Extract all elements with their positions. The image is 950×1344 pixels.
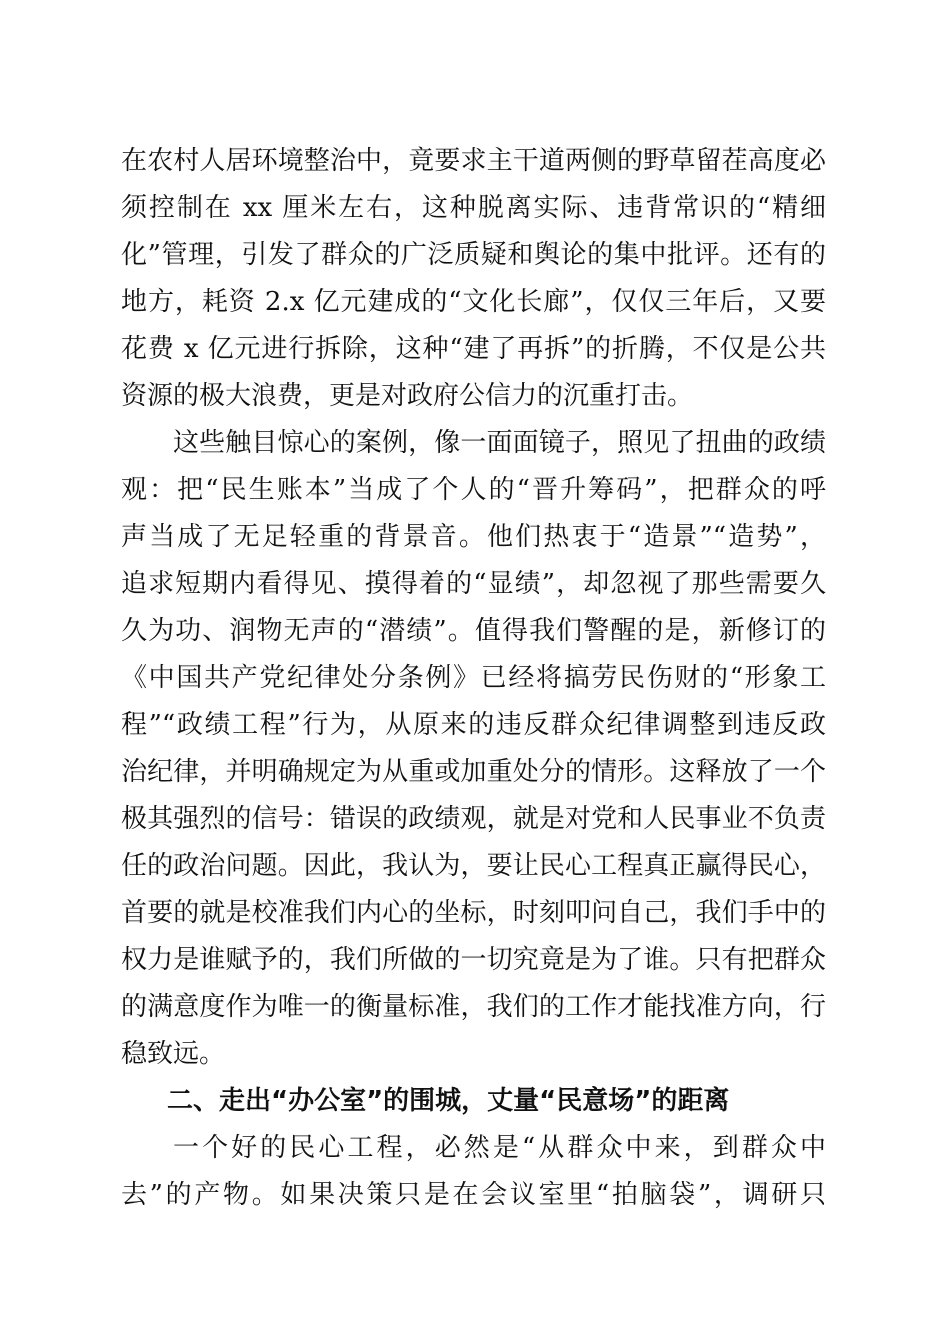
text-line: 程”“政绩工程”行为，从原来的违反群众纪律调整到违反政: [121, 710, 826, 740]
text-line: 化”管理，引发了群众的广泛质疑和舆论的集中批评。还有的: [121, 240, 826, 270]
document-body: [121, 138, 826, 1219]
text-line: 花费 x 亿元进行拆除，这种“建了再拆”的折腾，不仅是公共: [121, 334, 826, 364]
paragraph: [121, 420, 826, 1078]
paragraph: [121, 138, 826, 420]
text-line: 权力是谁赋予的，我们所做的一切究竟是为了谁。只有把群众: [121, 945, 826, 975]
text-line: 首要的就是校准我们内心的坐标，时刻叩问自己，我们手中的: [121, 898, 826, 928]
text-line: 观：把“民生账本”当成了个人的“晋升筹码”，把群众的呼: [121, 475, 826, 505]
text-line: 声当成了无足轻重的背景音。他们热衷于“造景”“造势”，: [121, 522, 826, 552]
text-line: 极其强烈的信号：错误的政绩观，就是对党和人民事业不负责: [121, 804, 826, 834]
text-line: 地方，耗资 2.x 亿元建成的“文化长廊”，仅仅三年后，又要: [121, 287, 826, 317]
paragraph: [121, 1125, 826, 1219]
text-line: 须控制在 xx 厘米左右，这种脱离实际、违背常识的“精细: [121, 193, 826, 223]
text-line: 稳致远。: [121, 1039, 226, 1069]
heading-text: 二、走出“办公室”的围城，丈量“民意场”的距离: [167, 1086, 730, 1116]
text-line: 资源的极大浪费，更是对政府公信力的沉重打击。: [121, 381, 694, 411]
text-line: 的满意度作为唯一的衡量标准，我们的工作才能找准方向，行: [121, 992, 826, 1022]
text-line: 这些触目惊心的案例，像一面面镜子，照见了扭曲的政绩: [173, 428, 826, 458]
text-line: 治纪律，并明确规定为从重或加重处分的情形。这释放了一个: [121, 757, 826, 787]
text-line: 《中国共产党纪律处分条例》已经将搞劳民伤财的“形象工: [121, 663, 826, 693]
text-line: 久为功、润物无声的“潜绩”。值得我们警醒的是，新修订的: [121, 616, 826, 646]
text-line: 去”的产物。如果决策只是在会议室里“拍脑袋”，调研只: [121, 1180, 826, 1210]
text-line: 任的政治问题。因此，我认为，要让民心工程真正赢得民心，: [121, 851, 826, 881]
text-line: 一个好的民心工程，必然是“从群众中来，到群众中: [173, 1133, 826, 1163]
text-line: 追求短期内看得见、摸得着的“显绩”，却忽视了那些需要久: [121, 569, 826, 599]
section-heading: [121, 1078, 826, 1125]
text-line: 在农村人居环境整治中，竟要求主干道两侧的野草留茬高度必: [121, 146, 826, 176]
